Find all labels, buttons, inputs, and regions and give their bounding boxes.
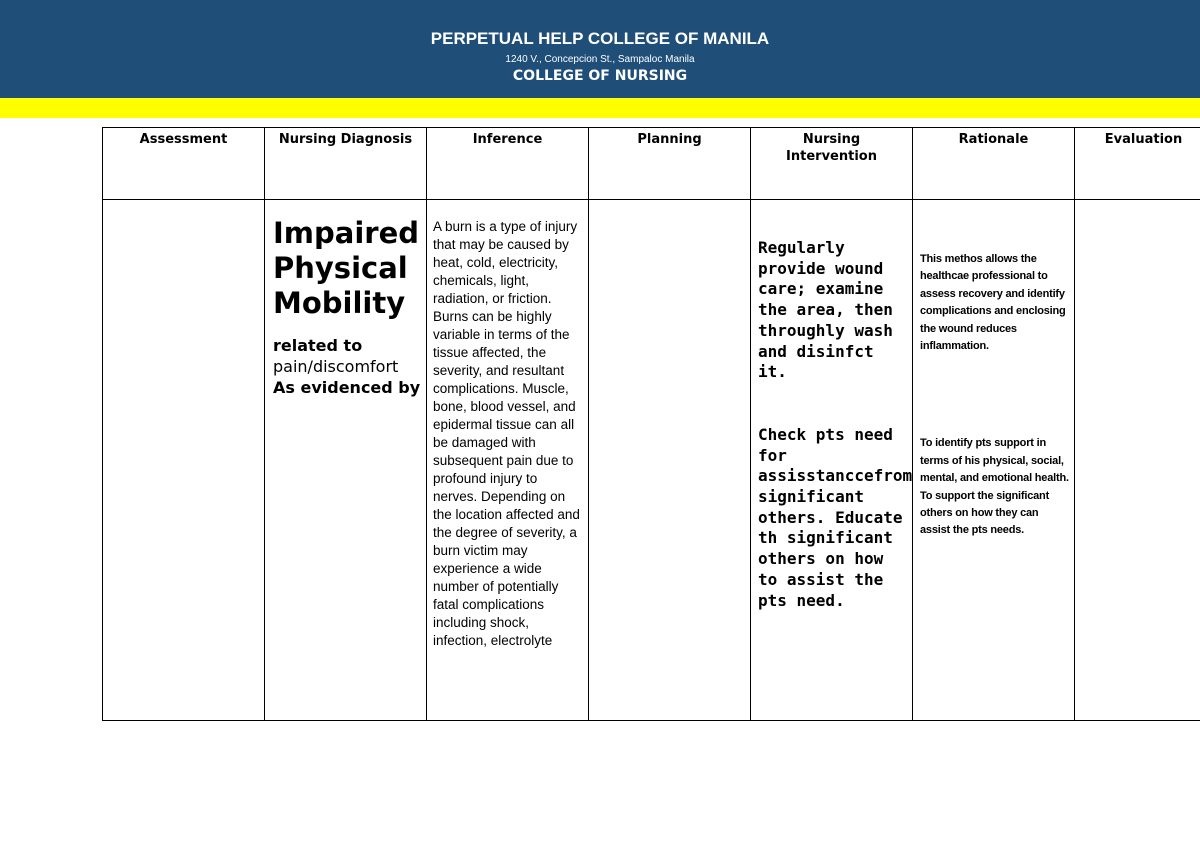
column-header-inference: Inference: [427, 128, 589, 200]
inference-text: A burn is a type of injury that may be caused by heat, cold, electricity, chemicals, light, radiation, or friction. Burns can be highly variable in terms of the tissue affected, the severity, and resultant complications. Muscle, bone, blood vessel, and epidermal tissue can all be damaged with subsequent pain due to profound injury to nerves. Depending on the location affected and the degree of severity, a burn victim may experience a wide number of potentially fatal complications including shock, infection, electrolyte: [433, 219, 580, 648]
table-header-row: [103, 128, 1200, 200]
college-name: PERPETUAL HELP COLLEGE OF MANILA: [430, 29, 770, 48]
intervention-item: Regularly provide wound care; examine the area, then throughly wash and disinfct it.: [758, 238, 893, 382]
rationale-cell: [913, 200, 1075, 721]
related-to-label: related to: [273, 336, 363, 355]
inference-cell: [427, 200, 589, 721]
evaluation-cell: [1075, 200, 1200, 721]
nursing-diagnosis-cell: [265, 200, 427, 721]
table-row: [103, 200, 1200, 721]
nursing-intervention-cell: [751, 200, 913, 721]
accent-stripe: [0, 98, 1200, 118]
department-name: COLLEGE OF NURSING: [512, 68, 688, 84]
rationale-item: This methos allows the healthcae professional to assess recovery and identify complications and enclosing the wound reduces inflammation.: [920, 253, 1066, 353]
column-header-nursing-diagnosis: Nursing Diagnosis: [265, 128, 427, 200]
college-address: 1240 V., Concepcion St., Sampaloc Manila: [505, 54, 695, 65]
column-header-nursing-intervention: Nursing Intervention: [751, 128, 913, 200]
evidenced-by-label: As evidenced by: [273, 378, 421, 397]
header-banner: [0, 0, 1200, 98]
nursing-care-plan-table: [102, 127, 1200, 721]
assessment-cell: [103, 200, 265, 721]
column-header-planning: Planning: [589, 128, 751, 200]
rationale-item: To identify pts support in terms of his physical, social, mental, and emotional health. To support the significant others on how they can assist the pts needs.: [920, 437, 1069, 537]
planning-cell: [589, 200, 751, 721]
intervention-item: Check pts need for assisstanccefrom significant others. Educate th significant others on how to assist the pts need.: [758, 424, 913, 610]
diagnosis-title: Impaired Physical Mobility: [273, 216, 420, 320]
related-to-value: pain/discomfort: [273, 357, 399, 376]
column-header-rationale: Rationale: [913, 128, 1075, 200]
column-header-evaluation: Evaluation: [1075, 128, 1200, 200]
column-header-assessment: Assessment: [103, 128, 265, 200]
